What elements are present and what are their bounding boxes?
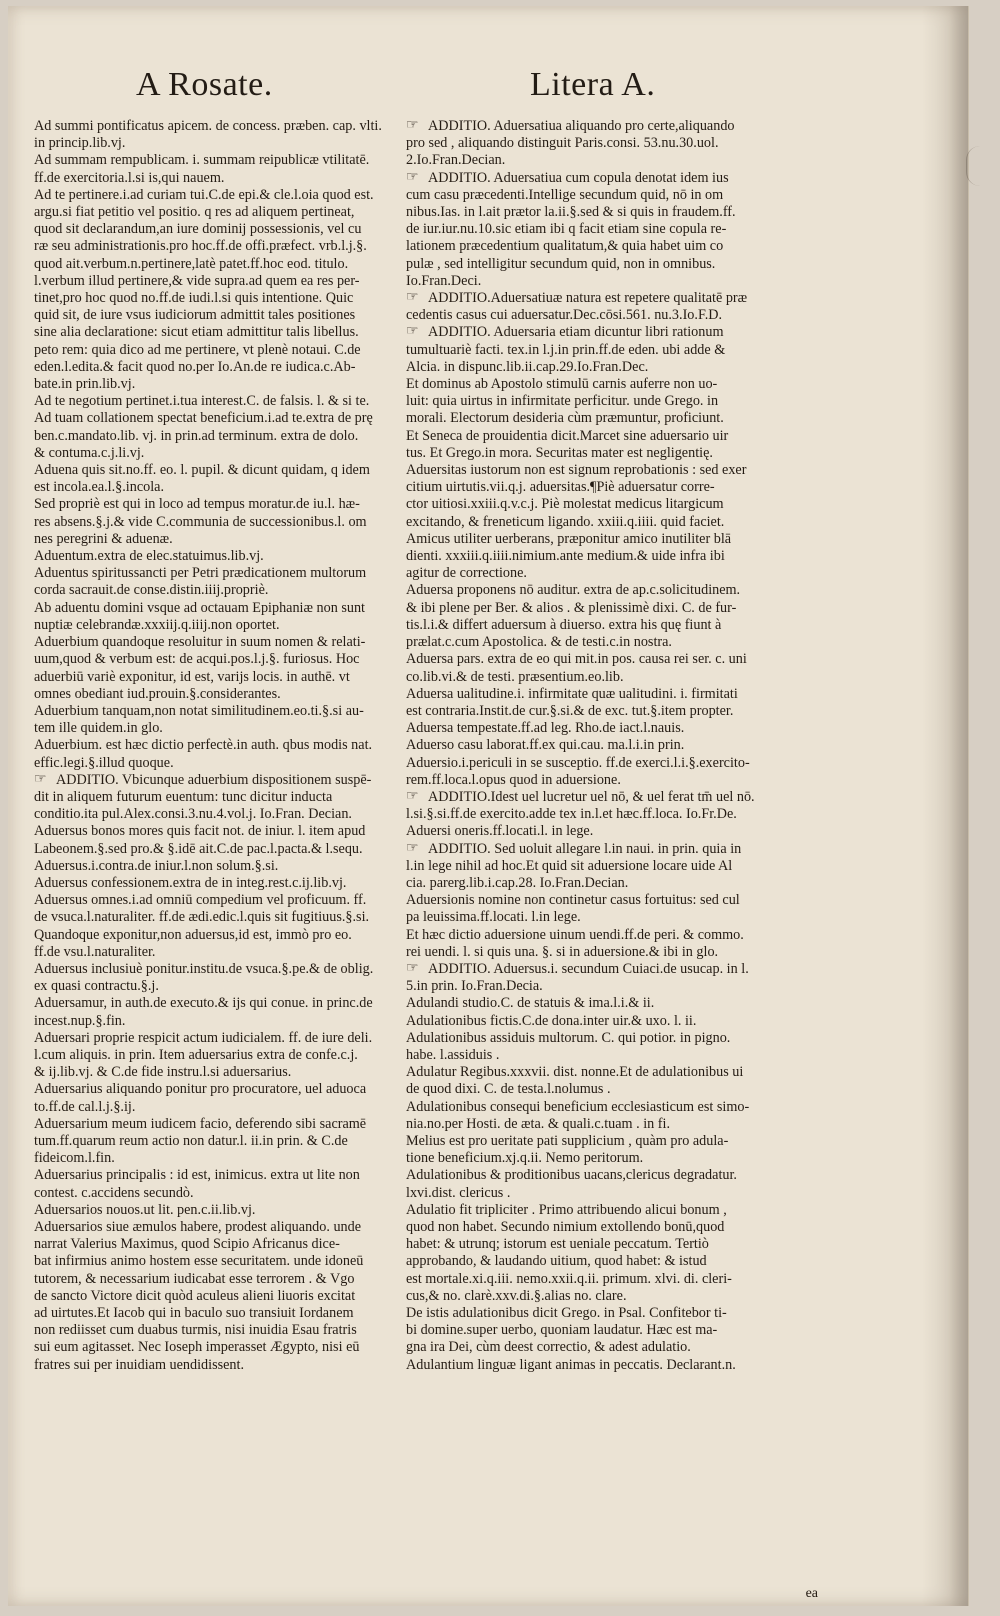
running-head-left: A Rosate. xyxy=(136,66,273,103)
text-line: lxvi.dist. clericus . xyxy=(406,1184,511,1201)
text-line: luit: quia uirtus in infirmitate perficitur. unde Grego. in xyxy=(406,393,719,410)
text-line: est contraria.Instit.de cur.§.si.& de exc. tut.§.item propter. xyxy=(406,702,734,719)
text-line: ☞ ADDITIO. Sed uoluit allegare l.in naui. in prin. quia in xyxy=(406,840,742,857)
text-line: Io.Fran.Deci. xyxy=(406,272,482,289)
text-line: tus. Et Grego.in mora. Securitas mater est negligentię. xyxy=(406,444,713,461)
text-line: & contuma.c.j.li.vj. xyxy=(34,444,145,461)
text-line: tinet,pro hoc quod no.ff.de iudi.l.si quis intentione. Quic xyxy=(34,290,354,307)
text-line: eden.l.edita.& facit quod no.per Io.An.de re iudica.c.Ab- xyxy=(34,358,356,375)
text-line: habe. l.assiduis . xyxy=(406,1046,500,1063)
text-line: uum,quod & verbum est: de acqui.pos.l.j.§. furiosus. Hoc xyxy=(34,651,360,668)
text-line: est mortale.xi.q.iii. nemo.xxii.q.ii. primum. xlvi. di. cleri- xyxy=(406,1270,732,1287)
text-line: ex quasi contractu.§.j. xyxy=(34,978,159,995)
text-line: Melius est pro ueritate pati supplicium , quàm pro adula- xyxy=(406,1132,729,1149)
text-line: Aduerbium. est hæc dictio perfectè.in auth. qbus modis nat. xyxy=(34,737,373,754)
pointing-hand-icon: ☞ xyxy=(406,290,419,306)
text-line: l.verbum illud pertinere,& vide supra.ad quem ea res per- xyxy=(34,272,360,289)
text-line: citium uirtutis.vii.q.j. aduersitas.¶Piè aduersatur corre- xyxy=(406,479,715,496)
text-line: Et Seneca de prouidentia dicit.Marcet sine aduersario uir xyxy=(406,427,729,444)
text-line: Aduena quis sit.no.ff. eo. l. pupil. & dicunt quidam, q idem xyxy=(34,462,370,479)
text-line: Aduersitas iustorum non est signum reprobationis : sed exer xyxy=(406,462,747,479)
text-line: Aduersi oneris.ff.locati.l. in lege. xyxy=(406,823,594,840)
text-line: omnes obediant iud.prouin.§.considerantes. xyxy=(34,685,281,702)
text-line: de quod dixi. C. de testa.l.nolumus . xyxy=(406,1081,611,1098)
text-line: De istis adulationibus dicit Grego. in Psal. Confitebor ti- xyxy=(406,1305,727,1322)
text-line: narrat Valerius Maximus, quod Scipio Africanus dice- xyxy=(34,1236,340,1253)
text-line: & ij.lib.vj. & C.de fide instru.l.si aduersarius. xyxy=(34,1064,292,1081)
text-line: Aduersus confessionem.extra de in integ.rest.c.ij.lib.vj. xyxy=(34,874,347,891)
text-line: Aduersarios siue æmulos habere, prodest aliquando. unde xyxy=(34,1219,362,1235)
text-line: bi domine.super uerbo, quoniam laudatur. Hæc est ma- xyxy=(406,1322,718,1339)
text-line: nes peregrini & aduenæ. xyxy=(34,530,173,547)
text-line: Aduersus omnes.i.ad omniū compedium vel proficuum. ff. xyxy=(34,892,367,909)
right-column xyxy=(406,118,836,1374)
margin-bracket-mark xyxy=(966,146,981,186)
text-line: ff.de vsu.l.naturaliter. xyxy=(34,943,156,960)
text-line: Aduersa pars. extra de eo qui mit.in pos. causa rei ser. c. uni xyxy=(406,651,747,668)
text-line: Ad te pertinere.i.ad curiam tui.C.de epi.& cle.l.oia quod est. xyxy=(34,186,374,203)
text-line: ræ seu administrationis.pro hoc.ff.de offi.præfect. vrb.l.j.§. xyxy=(34,238,367,255)
text-line: l.in lege nihil ad hoc.Et quid sit aduersione locare uide Al xyxy=(406,857,733,874)
text-line: Adulandi studio.C. de statuis & ima.l.i.& ii. xyxy=(406,995,655,1012)
text-line: Ad te negotium pertinet.i.tua interest.C. de falsis. l. & si te. xyxy=(34,393,370,410)
text-line: ☞ ADDITIO.Aduersatiuæ natura est repetere qualitatē præ xyxy=(406,290,748,307)
text-line: excitando, & freneticum ligando. xxiii.q.iiii. quid faciet. xyxy=(406,513,725,530)
text-line: Aduersari proprie respicit actum iudicialem. ff. de iure deli. xyxy=(34,1029,373,1046)
text-line: lationem præcedentium qualitatum,& quia habet uim co xyxy=(406,238,724,255)
text-line: conditio.ita pul.Alex.consi.3.nu.4.vol.j. Io.Fran. Decian. xyxy=(34,806,352,823)
text-line: argu.si fiat petitio vel positio. q res ad aliquem pertineat, xyxy=(34,204,355,221)
text-line: tione beneficium.xj.q.ii. Nemo peritorum. xyxy=(406,1150,644,1167)
text-line: Alcia. in dispunc.lib.ii.cap.29.Io.Fran.Dec. xyxy=(406,358,649,375)
text-line: in princip.lib.vj. xyxy=(34,135,126,152)
text-line: tumultuariè facti. tex.in l.j.in prin.ff.de eden. ubi adde & xyxy=(406,341,726,358)
text-line: Adulationibus consequi beneficium ecclesiasticum est simo- xyxy=(406,1098,750,1115)
text-line: Aduersarium meum iudicem facio, deferendo sibi sacramē xyxy=(34,1115,367,1132)
text-line: ☞ ADDITIO. Aduersatiua aliquando pro certe,aliquando xyxy=(406,118,735,134)
text-line: Aduerbium tanquam,non notat similitudinem.eo.ti.§.si au- xyxy=(34,702,364,719)
text-line: dienti. xxxiii.q.iiii.nimium.ante medium.& uide infra ibi xyxy=(406,548,725,565)
text-line: tutorem, & necessarium iudicabat esse terrorem . & Vgo xyxy=(34,1270,355,1287)
text-line: quod ait.verbum.n.pertinere,latè patet.ff.hoc eod. titulo. xyxy=(34,255,349,272)
text-line: prælat.c.cum Apostolica. & de testi.c.in nostra. xyxy=(406,634,672,651)
text-line: Aduerso casu laborat.ff.ex qui.cau. ma.l.i.in prin. xyxy=(406,737,685,754)
text-line: res absens.§.j.& vide C.communia de successionibus.l. om xyxy=(34,513,367,530)
text-line: Ad summi pontificatus apicem. de concess. præben. cap. vlti. xyxy=(34,118,382,134)
text-line: Aduersa tempestate.ff.ad leg. Rho.de iact.l.nauis. xyxy=(406,720,685,737)
text-line: nibus.Ias. in l.ait prætor la.ii.§.sed & si quis in fraudem.ff. xyxy=(406,204,736,221)
text-line: pa leuissima.ff.locati. l.in lege. xyxy=(406,909,581,926)
text-line: tis.l.i.& differt aduersum à diuerso. extra his quę fiunt à xyxy=(406,616,722,633)
text-line: sine alia declaratione: sicut etiam admittitur talis libellus. xyxy=(34,324,359,341)
text-line: Adulantium linguæ ligant animas in peccatis. Declarant.n. xyxy=(406,1356,736,1373)
pointing-hand-icon: ☞ xyxy=(406,788,419,804)
text-line: & ibi plene per Ber. & alios . & plenissimè dixi. C. de fur- xyxy=(406,599,737,616)
text-line: dit in aliquem futurum euentum: tunc dicitur inducta xyxy=(34,788,333,805)
pointing-hand-icon: ☞ xyxy=(406,840,419,856)
text-line: Quandoque exponitur,non aduersus,id est, immò pro eo. xyxy=(34,926,352,943)
book-page xyxy=(8,6,969,1606)
text-line: Aduersarios nouos.ut lit. pen.c.ii.lib.vj. xyxy=(34,1201,256,1218)
catchword: ea xyxy=(805,1586,818,1601)
text-line: quod sit declarandum,an iure dominij possessionis, vel cu xyxy=(34,221,362,238)
text-line: effic.legi.§.illud quoque. xyxy=(34,754,174,771)
text-line: de vsuca.l.naturaliter. ff.de ædi.edic.l.quis sit fugitiuus.§.si. xyxy=(34,909,370,926)
text-line: tum.ff.quarum reum actio non datur.l. ii.in prin. & C.de xyxy=(34,1132,348,1149)
text-line: Ad summam rempublicam. i. summam reipublicæ vtilitatē. xyxy=(34,152,370,169)
text-line: non rediisset cum duabus turmis, nisi inuidia Esau fratris xyxy=(34,1322,357,1339)
text-line: cus,& no. clarè.xxv.di.§.alias no. clare. xyxy=(406,1287,627,1304)
text-line: aduerbiū variè exponitur, id est, varijs locis. in authē. vt xyxy=(34,668,350,685)
text-line: cia. parerg.lib.i.cap.28. Io.Fran.Decian. xyxy=(406,874,629,891)
pointing-hand-icon: ☞ xyxy=(34,771,47,787)
text-line: Aduersarius principalis : id est, inimicus. extra ut lite non xyxy=(34,1167,360,1184)
text-line: contest. c.accidens secundò. xyxy=(34,1184,194,1201)
text-line: Et hæc dictio aduersione uinum uendi.ff.de peri. & commo. xyxy=(406,926,744,943)
text-line: pro sed , aliquando distinguit Paris.consi. 53.nu.30.uol. xyxy=(406,135,719,152)
pointing-hand-icon: ☞ xyxy=(406,324,419,340)
text-line: pulæ , sed intelligitur secundum quid, non in omnibus. xyxy=(406,255,716,272)
text-line: 2.Io.Fran.Decian. xyxy=(406,152,506,169)
text-line: Aduersus bonos mores quis facit not. de iniur. l. item apud xyxy=(34,823,366,840)
text-line: ☞ ADDITIO. Aduersaria etiam dicuntur libri rationum xyxy=(406,324,724,341)
text-line: bate.in prin.lib.vj. xyxy=(34,376,136,393)
text-line: Aduersus inclusiuè ponitur.institu.de vsuca.§.pe.& de oblig. xyxy=(34,960,374,977)
text-line: Aduerbium quandoque resoluitur in suum nomen & relati- xyxy=(34,634,366,651)
text-line: nuptiæ celebrandæ.xxxiij.q.iiij.non oportet. xyxy=(34,616,280,633)
text-line: ☞ ADDITIO.Idest uel lucretur uel nō, & uel ferat tm̄ uel nō. xyxy=(406,788,755,805)
pointing-hand-icon: ☞ xyxy=(406,169,419,185)
text-line: ☞ ADDITIO. Aduersatiua cum copula denotat idem ius xyxy=(406,169,729,186)
text-line: sui eum agitasset. Nec Ioseph imperasset Ægypto, nisi eū xyxy=(34,1339,360,1356)
text-line: approbando, & laudando uitium, quod habet: & istud xyxy=(406,1253,707,1270)
text-line: agitur de correctione. xyxy=(406,565,527,582)
text-line: bat infirmius animo hostem esse securitatem. unde idoneū xyxy=(34,1253,364,1270)
text-line: Aduersarius aliquando ponitur pro procuratore, uel aduoca xyxy=(34,1081,367,1098)
pointing-hand-icon: ☞ xyxy=(406,118,419,133)
running-head-right: Litera A. xyxy=(530,66,656,103)
text-line: gna ira Dei, cùm deest correctio, & adest adulatio. xyxy=(406,1339,691,1356)
pointing-hand-icon: ☞ xyxy=(406,960,419,976)
text-line: incest.nup.§.fin. xyxy=(34,1012,126,1029)
text-line: Aduersa proponens nō auditur. extra de ap.c.solicitudinem. xyxy=(406,582,741,599)
text-line: Aduersamur, in auth.de executo.& ijs qui conue. in princ.de xyxy=(34,995,373,1012)
text-line: Et dominus ab Apostolo stimulū carnis auferre non uo- xyxy=(406,376,718,393)
text-line: ☞ ADDITIO. Vbicunque aduerbium dispositionem suspē- xyxy=(34,771,372,788)
text-line: ad uirtutes.Et Iacob qui in baculo suo transiuit Iordanem xyxy=(34,1305,354,1322)
text-line: Amicus utiliter uerberans, præponitur amico inutiliter blā xyxy=(406,530,732,547)
text-line: quod non habet. Secundo nimium extollendo bonū,quod xyxy=(406,1219,725,1235)
text-line: Ad tuam collationem spectat beneficium.i.ad te.extra de prę xyxy=(34,410,373,427)
text-line: nia.no.per Hosti. de æta. & quali.c.tuam . in fi. xyxy=(406,1115,670,1132)
text-line: Aduersus.i.contra.de iniur.l.non solum.§.si. xyxy=(34,857,279,874)
text-line: Adulationibus assiduis multorum. C. qui potior. in pigno. xyxy=(406,1029,731,1046)
text-line: Labeonem.§.sed pro.& §.idē ait.C.de pac.l.pacta.& l.sequ. xyxy=(34,840,363,857)
text-line: Ab aduentu domini vsque ad octauam Epiphaniæ non sunt xyxy=(34,599,365,616)
text-line: Aduersionis nomine non continetur casus fortuitus: sed cul xyxy=(406,892,740,909)
text-line: 5.in prin. Io.Fran.Decia. xyxy=(406,978,543,995)
text-line: Adulationibus fictis.C.de dona.inter uir.& uxo. l. ii. xyxy=(406,1012,697,1029)
text-line: co.lib.vi.& de testi. præsentium.eo.lib. xyxy=(406,668,624,685)
text-line: corda sacrauit.de conse.distin.iiij.propriè. xyxy=(34,582,269,599)
text-line: Adulatio fit tripliciter . Primo attribuendo alicui bonum , xyxy=(406,1201,727,1218)
text-line: peto rem: quia dico ad me pertinere, vt plenè notaui. C.de xyxy=(34,341,361,358)
text-line: ben.c.mandato.lib. vj. in prin.ad terminum. extra de dolo. xyxy=(34,427,359,444)
text-line: l.cum aliquis. in prin. Item aduersarius extra de confe.c.j. xyxy=(34,1046,358,1063)
text-line: ☞ ADDITIO. Aduersus.i. secundum Cuiaci.de usucap. in l. xyxy=(406,960,749,977)
text-line: rem.ff.loca.l.opus quod in aduersione. xyxy=(406,771,621,788)
text-line: fideicom.l.fin. xyxy=(34,1150,115,1167)
text-line: fratres sui per inuidiam uendidissent. xyxy=(34,1356,245,1373)
text-line: morali. Electorum desideria cùm præmuntur, proficiunt. xyxy=(406,410,724,427)
text-line: cedentis casus cui aduersatur.Dec.cōsi.561. nu.3.Io.F.D. xyxy=(406,307,723,324)
text-line: Sed propriè est qui in loco ad tempus moratur.de iu.l. hæ- xyxy=(34,496,360,513)
text-line: Aduentus spiritussancti per Petri prædicationem multorum xyxy=(34,565,367,582)
text-line: de iur.iur.nu.10.sic etiam ibi q facit etiam sine copula re- xyxy=(406,221,727,238)
text-line: Aduentum.extra de elec.statuimus.lib.vj. xyxy=(34,548,264,565)
text-line: habet: & utrunq; istorum est ueniale peccatum. Tertiò xyxy=(406,1236,709,1253)
text-line: quid sit, de iure vsus iudiciorum admittit tales positiones xyxy=(34,307,356,324)
text-line: ff.de exercitoria.l.si is,qui nauem. xyxy=(34,169,225,186)
text-line: tem ille quidem.in glo. xyxy=(34,720,163,737)
text-line: rei uendi. l. si quis una. §. si in aduersione.& ibi in glo. xyxy=(406,943,719,960)
text-line: to.ff.de cal.l.j.§.ij. xyxy=(34,1098,136,1115)
text-line: cum casu præcedenti.Intellige secundum quid, nō in om xyxy=(406,186,724,203)
text-line: de sancto Victore dicit quòd aculeus alieni liuoris excitat xyxy=(34,1287,356,1304)
text-line: l.si.§.si.ff.de exercito.adde tex in.l.et hæc.ff.loca. Io.Fr.De. xyxy=(406,806,737,823)
text-line: Adulatur Regibus.xxxvii. dist. nonne.Et de adulationibus ui xyxy=(406,1064,744,1081)
text-line: Adulationibus & proditionibus uacans,clericus degradatur. xyxy=(406,1167,737,1184)
text-line: est incola.ea.l.§.incola. xyxy=(34,479,165,496)
text-line: ctor uitiosi.xxiii.q.v.c.j. Piè molestat medicus litargicum xyxy=(406,496,724,513)
left-column xyxy=(34,118,464,1374)
text-line: Aduersio.i.periculi in se susceptio. ff.de exerci.l.i.§.exercito- xyxy=(406,754,750,771)
text-line: Aduersa ualitudine.i. infirmitate quæ ualitudini. i. firmitati xyxy=(406,685,738,702)
